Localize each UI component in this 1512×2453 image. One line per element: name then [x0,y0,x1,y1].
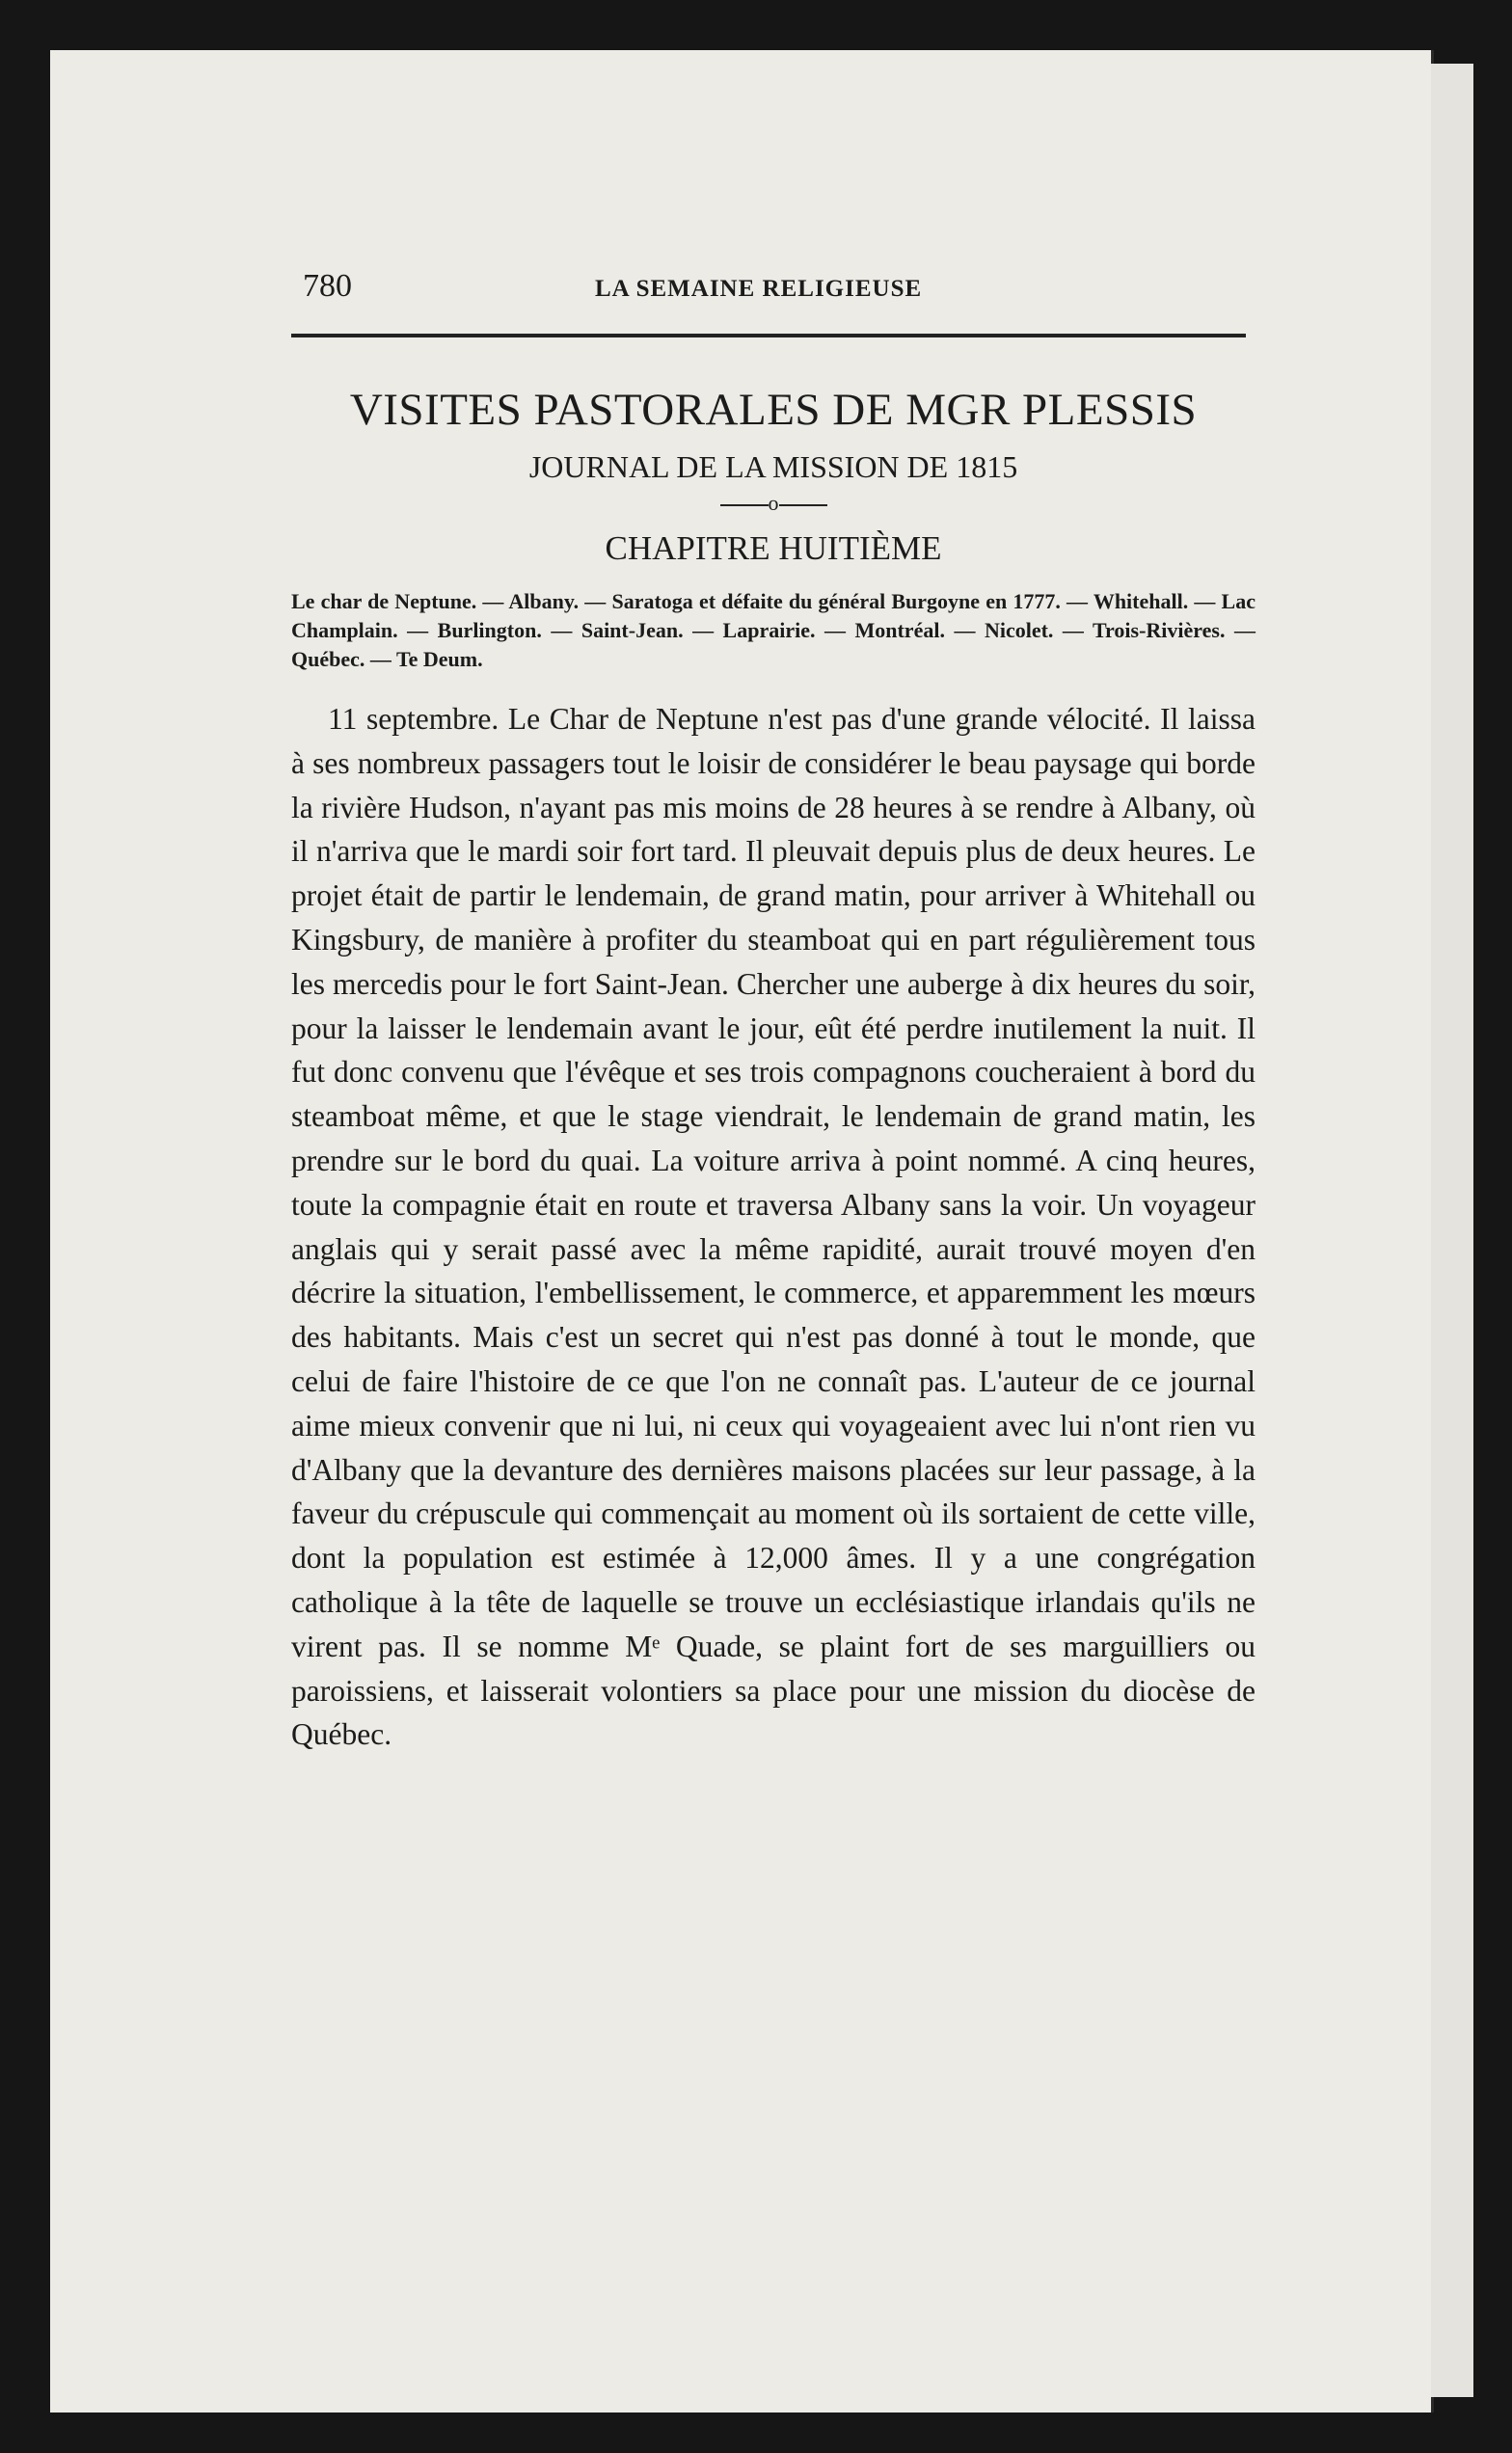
body-text [291,697,1256,1757]
adjacent-page-edge [1431,64,1473,2397]
ornament-line-right [779,504,827,506]
article-subtitle: JOURNAL DE LA MISSION DE 1815 [528,449,1018,484]
article-title: VISITES PASTORALES DE MGR PLESSIS [349,385,1198,435]
journal-name: LA SEMAINE RELIGIEUSE [595,276,923,302]
header-rule [291,334,1246,337]
running-head [291,258,1256,316]
ornament-divider [291,491,1256,516]
page-number: 780 [303,268,352,304]
page-content [291,258,1256,1757]
ornament-circle: o [768,491,779,515]
chapter-summary: Le char de Neptune. — Albany. — Saratoga et défaite du général Burgoyne en 1777. — Whitehall. — Lac Champlain. — Burlington. — Saint-Jean. — Laprairie. — Montréal. — Nicolet. — Trois-Rivières. — Québec. — Te Deum. [291,589,1256,671]
chapter-heading: CHAPITRE HUITIÈME [605,529,942,567]
body-paragraph: 11 septembre. Le Char de Neptune n'est pas d'une grande vélocité. Il laissa à ses nombreux passagers tout le loisir de considérer le beau paysage qui borde la rivière Hudson, n'ayant pas mis moins de 28 heures à se rendre à Albany, où il n'arriva que le mardi soir fort tard. Il pleuvait depuis plus de deux heures. Le projet était de partir le lendemain, de grand matin, pour arriver à Whitehall ou Kingsbury, de manière à profiter du steamboat qui en part régulièrement tous les mercedis pour le fort Saint-Jean. Chercher une auberge à dix heures du soir, pour la laisser le lendemain avant le jour, eût été perdre inutilement la nuit. Il fut donc convenu que l'évêque et ses trois compagnons coucheraient à bord du steamboat même, et que le stage viendrait, le lendemain de grand matin, les prendre sur le bord du quai. La voiture arriva à point nommé. A cinq heures, toute la compagnie était en route et traversa Albany sans la voir. Un voyageur anglais qui y serait passé avec la même rapidité, aurait trouvé moyen d'en décrire la situation, l'embellissement, le commerce, et apparemment les mœurs des habitants. Mais c'est un secret qui n'est pas donné à tout le monde, que celui de faire l'histoire de ce que l'on ne connaît pas. L'auteur de ce journal aime mieux convenir que ni lui, ni ceux qui voyageaient avec lui n'ont rien vu d'Albany que la devanture des dernières maisons placées sur leur passage, à la faveur du crépuscule qui commençait au moment où ils sortaient de cette ville, dont la population est estimée à 12,000 âmes. Il y a une congrégation catholique à la tête de laquelle se trouve un ecclésiastique irlandais qu'ils ne virent pas. Il se nomme Mᵉ Quade, se plaint fort de ses marguilliers ou paroissiens, et laisserait volontiers sa place pour une mission du diocèse de Québec. [291,702,1256,1752]
ornament-line-left [720,504,769,506]
